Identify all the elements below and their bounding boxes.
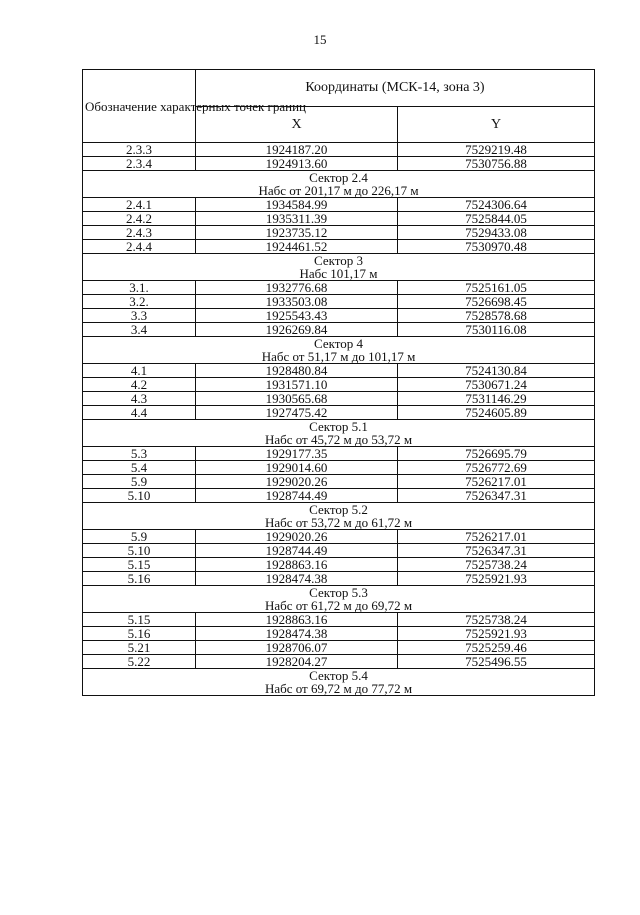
table-body	[83, 143, 595, 696]
y-coordinate-cell: 7526698.45	[398, 295, 595, 309]
x-coordinate-cell: 1935311.39	[196, 212, 398, 226]
table-row	[83, 378, 595, 392]
point-id-cell: 2.3.3	[83, 143, 196, 157]
sector-header-cell	[83, 669, 595, 696]
sector-header-row	[83, 669, 595, 696]
header-designation: Обозначение характерных точек границ	[83, 70, 196, 143]
point-id-cell: 2.4.2	[83, 212, 196, 226]
y-coordinate-cell: 7531146.29	[398, 392, 595, 406]
table-row	[83, 572, 595, 586]
x-coordinate-cell: 1924461.52	[196, 240, 398, 254]
y-coordinate-cell: 7526347.31	[398, 489, 595, 503]
x-coordinate-cell: 1928744.49	[196, 544, 398, 558]
sector-title: Сектор 5.1	[309, 419, 368, 434]
y-coordinate-cell: 7525259.46	[398, 641, 595, 655]
point-id-cell: 3.3	[83, 309, 196, 323]
point-id-cell: 4.3	[83, 392, 196, 406]
x-coordinate-cell: 1933503.08	[196, 295, 398, 309]
sector-header-row	[83, 337, 595, 364]
table-row	[83, 143, 595, 157]
header-y: Y	[398, 106, 595, 143]
table-row	[83, 295, 595, 309]
point-id-cell: 3.2.	[83, 295, 196, 309]
sector-header-cell	[83, 337, 595, 364]
point-id-cell: 5.15	[83, 613, 196, 627]
table-row	[83, 641, 595, 655]
point-id-cell: 2.4.4	[83, 240, 196, 254]
point-id-cell: 5.21	[83, 641, 196, 655]
x-coordinate-cell: 1929020.26	[196, 475, 398, 489]
table-row	[83, 198, 595, 212]
point-id-cell: 3.4	[83, 323, 196, 337]
y-coordinate-cell: 7525738.24	[398, 558, 595, 572]
table-row	[83, 281, 595, 295]
coordinates-table	[82, 69, 595, 696]
sector-height-range: Набс от 51,17 м до 101,17 м	[261, 349, 416, 364]
table-row	[83, 157, 595, 171]
point-id-cell: 5.15	[83, 558, 196, 572]
table-row	[83, 627, 595, 641]
point-id-cell: 5.16	[83, 572, 196, 586]
table-row	[83, 530, 595, 544]
table-row	[83, 309, 595, 323]
y-coordinate-cell: 7526217.01	[398, 530, 595, 544]
sector-title: Сектор 5.2	[309, 502, 368, 517]
x-coordinate-cell: 1925543.43	[196, 309, 398, 323]
sector-height-range: Набс от 53,72 м до 61,72 м	[264, 515, 413, 530]
x-coordinate-cell: 1928706.07	[196, 641, 398, 655]
table-row	[83, 226, 595, 240]
sector-title: Сектор 3	[313, 253, 363, 268]
x-coordinate-cell: 1928474.38	[196, 627, 398, 641]
y-coordinate-cell: 7526772.69	[398, 461, 595, 475]
y-coordinate-cell: 7525161.05	[398, 281, 595, 295]
x-coordinate-cell: 1929177.35	[196, 447, 398, 461]
y-coordinate-cell: 7530970.48	[398, 240, 595, 254]
x-coordinate-cell: 1924913.60	[196, 157, 398, 171]
y-coordinate-cell: 7529433.08	[398, 226, 595, 240]
point-id-cell: 5.3	[83, 447, 196, 461]
table-row	[83, 364, 595, 378]
y-coordinate-cell: 7530671.24	[398, 378, 595, 392]
header-coordinates: Координаты (МСК-14, зона 3)	[196, 70, 595, 107]
point-id-cell: 3.1.	[83, 281, 196, 295]
table-row	[83, 613, 595, 627]
sector-height-range: Набс от 69,72 м до 77,72 м	[264, 681, 413, 696]
x-coordinate-cell: 1926269.84	[196, 323, 398, 337]
sector-title: Сектор 2.4	[309, 170, 368, 185]
point-id-cell: 2.4.1	[83, 198, 196, 212]
x-coordinate-cell: 1924187.20	[196, 143, 398, 157]
y-coordinate-cell: 7524605.89	[398, 406, 595, 420]
sector-header-cell	[83, 420, 595, 447]
y-coordinate-cell: 7530756.88	[398, 157, 595, 171]
page-number: 15	[313, 32, 327, 47]
point-id-cell: 2.4.3	[83, 226, 196, 240]
sector-header-cell	[83, 586, 595, 613]
table-row	[83, 323, 595, 337]
table-row	[83, 447, 595, 461]
sector-header-row	[83, 503, 595, 530]
x-coordinate-cell: 1928480.84	[196, 364, 398, 378]
sector-header-row	[83, 254, 595, 281]
point-id-cell: 5.9	[83, 475, 196, 489]
table-row	[83, 558, 595, 572]
x-coordinate-cell: 1930565.68	[196, 392, 398, 406]
x-coordinate-cell: 1928474.38	[196, 572, 398, 586]
table-row	[83, 212, 595, 226]
y-coordinate-cell: 7525738.24	[398, 613, 595, 627]
point-id-cell: 5.9	[83, 530, 196, 544]
sector-header-cell	[83, 171, 595, 198]
y-coordinate-cell: 7525844.05	[398, 212, 595, 226]
y-coordinate-cell: 7526347.31	[398, 544, 595, 558]
x-coordinate-cell: 1928204.27	[196, 655, 398, 669]
x-coordinate-cell: 1928863.16	[196, 613, 398, 627]
x-coordinate-cell: 1931571.10	[196, 378, 398, 392]
y-coordinate-cell: 7526695.79	[398, 447, 595, 461]
x-coordinate-cell: 1932776.68	[196, 281, 398, 295]
point-id-cell: 5.4	[83, 461, 196, 475]
x-coordinate-cell: 1928863.16	[196, 558, 398, 572]
x-coordinate-cell: 1934584.99	[196, 198, 398, 212]
y-coordinate-cell: 7526217.01	[398, 475, 595, 489]
point-id-cell: 4.4	[83, 406, 196, 420]
x-coordinate-cell: 1929014.60	[196, 461, 398, 475]
y-coordinate-cell: 7524306.64	[398, 198, 595, 212]
sector-height-range: Набс от 61,72 м до 69,72 м	[264, 598, 413, 613]
point-id-cell: 5.10	[83, 544, 196, 558]
table-row	[83, 392, 595, 406]
y-coordinate-cell: 7529219.48	[398, 143, 595, 157]
sector-header-cell	[83, 254, 595, 281]
sector-height-range: Набс 101,17 м	[299, 266, 378, 281]
point-id-cell: 4.1	[83, 364, 196, 378]
point-id-cell: 4.2	[83, 378, 196, 392]
y-coordinate-cell: 7525496.55	[398, 655, 595, 669]
y-coordinate-cell: 7525921.93	[398, 572, 595, 586]
sector-title: Сектор 5.4	[309, 668, 368, 683]
sector-height-range: Набс от 201,17 м до 226,17 м	[258, 183, 419, 198]
sector-header-cell	[83, 503, 595, 530]
point-id-cell: 5.16	[83, 627, 196, 641]
point-id-cell: 2.3.4	[83, 157, 196, 171]
sector-header-row	[83, 586, 595, 613]
x-coordinate-cell: 1929020.26	[196, 530, 398, 544]
sector-height-range: Набс от 45,72 м до 53,72 м	[264, 432, 413, 447]
point-id-cell: 5.22	[83, 655, 196, 669]
table-row	[83, 544, 595, 558]
sector-title: Сектор 5.3	[309, 585, 368, 600]
sector-title: Сектор 4	[313, 336, 363, 351]
sector-header-row	[83, 420, 595, 447]
point-id-cell: 5.10	[83, 489, 196, 503]
x-coordinate-cell: 1923735.12	[196, 226, 398, 240]
header-x: X	[196, 106, 398, 143]
y-coordinate-cell: 7525921.93	[398, 627, 595, 641]
x-coordinate-cell: 1928744.49	[196, 489, 398, 503]
y-coordinate-cell: 7524130.84	[398, 364, 595, 378]
y-coordinate-cell: 7530116.08	[398, 323, 595, 337]
x-coordinate-cell: 1927475.42	[196, 406, 398, 420]
table-row	[83, 655, 595, 669]
table-row	[83, 240, 595, 254]
table-row	[83, 461, 595, 475]
table-row	[83, 475, 595, 489]
y-coordinate-cell: 7528578.68	[398, 309, 595, 323]
table-row	[83, 489, 595, 503]
sector-header-row	[83, 171, 595, 198]
table-row	[83, 406, 595, 420]
